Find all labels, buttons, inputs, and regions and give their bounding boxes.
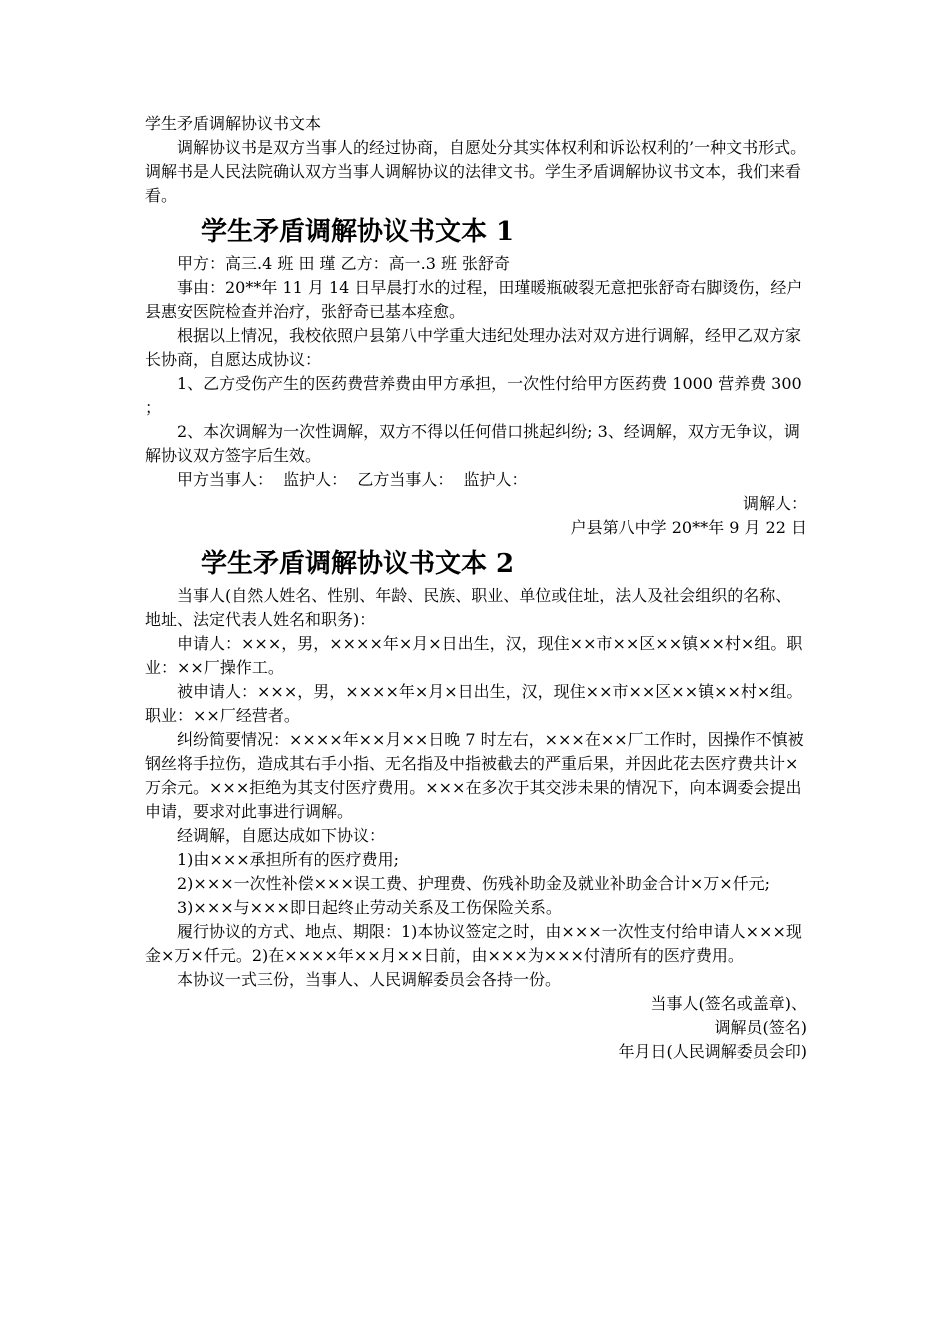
section-2-term-3: 3)×××与×××即日起终止劳动关系及工伤保险关系。 [177, 898, 562, 917]
section-1-signatories: 甲方当事人： 监护人： 乙方当事人： 监护人： [177, 470, 528, 489]
section-1-school-date: 户县第八中学 20**年 9 月 22 日 [570, 518, 807, 537]
section-2-agreement-intro: 经调解，自愿达成如下协议： [177, 826, 386, 845]
section-2-applicant: 申请人：×××，男，××××年×月×日出生，汉，现住××市××区××镇××村×组。职业：××厂操作工。 [145, 634, 803, 677]
section-2-party-signature: 当事人(签名或盖章)、 [650, 994, 807, 1013]
section-2-mediator-signature: 调解员(签名) [714, 1018, 807, 1037]
intro-paragraph: 调解协议书是双方当事人的经过协商，自愿处分其实体权利和诉讼权利的’一种文书形式。调解书是人民法院确认双方当事人调解协议的法律文书。学生矛盾调解协议书文本，我们来看看。 [145, 138, 807, 205]
document-title: 学生矛盾调解协议书文本 [145, 114, 322, 133]
section-2-date-seal: 年月日(人民调解委员会印) [618, 1042, 807, 1061]
section-1-heading: 学生矛盾调解协议书文本 1 [201, 217, 515, 247]
section-1-basis: 根据以上情况，我校依照户县第八中学重大违纪处理办法对双方进行调解，经甲乙双方家长协商，自愿达成协议： [145, 326, 802, 369]
section-2-term-1: 1)由×××承担所有的医疗费用; [177, 850, 400, 869]
section-1-cause: 事由：20**年 11 月 14 日早晨打水的过程，田瑾暖瓶破裂无意把张舒奇右脚烫伤，经户县惠安医院检查并治疗，张舒奇已基本痊愈。 [145, 278, 803, 321]
section-2-parties-note: 当事人(自然人姓名、性别、年龄、民族、职业、单位或住址，法人及社会组织的名称、地址、法定代表人姓名和职务)： [145, 586, 792, 629]
section-2-performance: 履行协议的方式、地点、期限：1)本协议签定之时，由×××一次性支付给申请人×××现金×万×仟元。2)在××××年××月××日前，由×××为×××付清所有的医疗费用。 [145, 922, 802, 965]
section-2-respondent: 被申请人：×××，男，××××年×月×日出生，汉，现住××市××区××镇××村×组。职业：××厂经营者。 [145, 682, 803, 725]
section-2-term-2: 2)×××一次性补偿×××误工费、护理费、伤残补助金及就业补助金合计×万×仟元; [177, 874, 771, 893]
section-2-copies: 本协议一式三份，当事人、人民调解委员会各持一份。 [177, 970, 562, 989]
section-1-parties: 甲方：高三.4 班 田 瑾 乙方：高一.3 班 张舒奇 [177, 254, 511, 273]
section-1-term-2: 2、本次调解为一次性调解，双方不得以任何借口挑起纠纷; 3、经调解，双方无争议，调解协议双方签字后生效。 [145, 422, 800, 465]
section-1-term-1: 1、乙方受伤产生的医药费营养费由甲方承担，一次性付给甲方医药费 1000 营养费 300 ； [145, 374, 807, 417]
section-2-heading: 学生矛盾调解协议书文本 2 [201, 549, 515, 579]
section-1-mediator: 调解人： [742, 494, 807, 513]
document-page [145, 112, 807, 1064]
section-2-dispute: 纠纷简要情况：××××年××月××日晚 7 时左右，×××在××厂工作时，因操作不慎被钢丝将手拉伤，造成其右手小指、无名指及中指被截去的严重后果，并因此花去医疗费共计×万余元。×××拒绝为其支付医疗费用。×××在多次于其交涉未果的情况下，向本调委会提出申请，要求对此事进行调解。 [145, 730, 804, 821]
